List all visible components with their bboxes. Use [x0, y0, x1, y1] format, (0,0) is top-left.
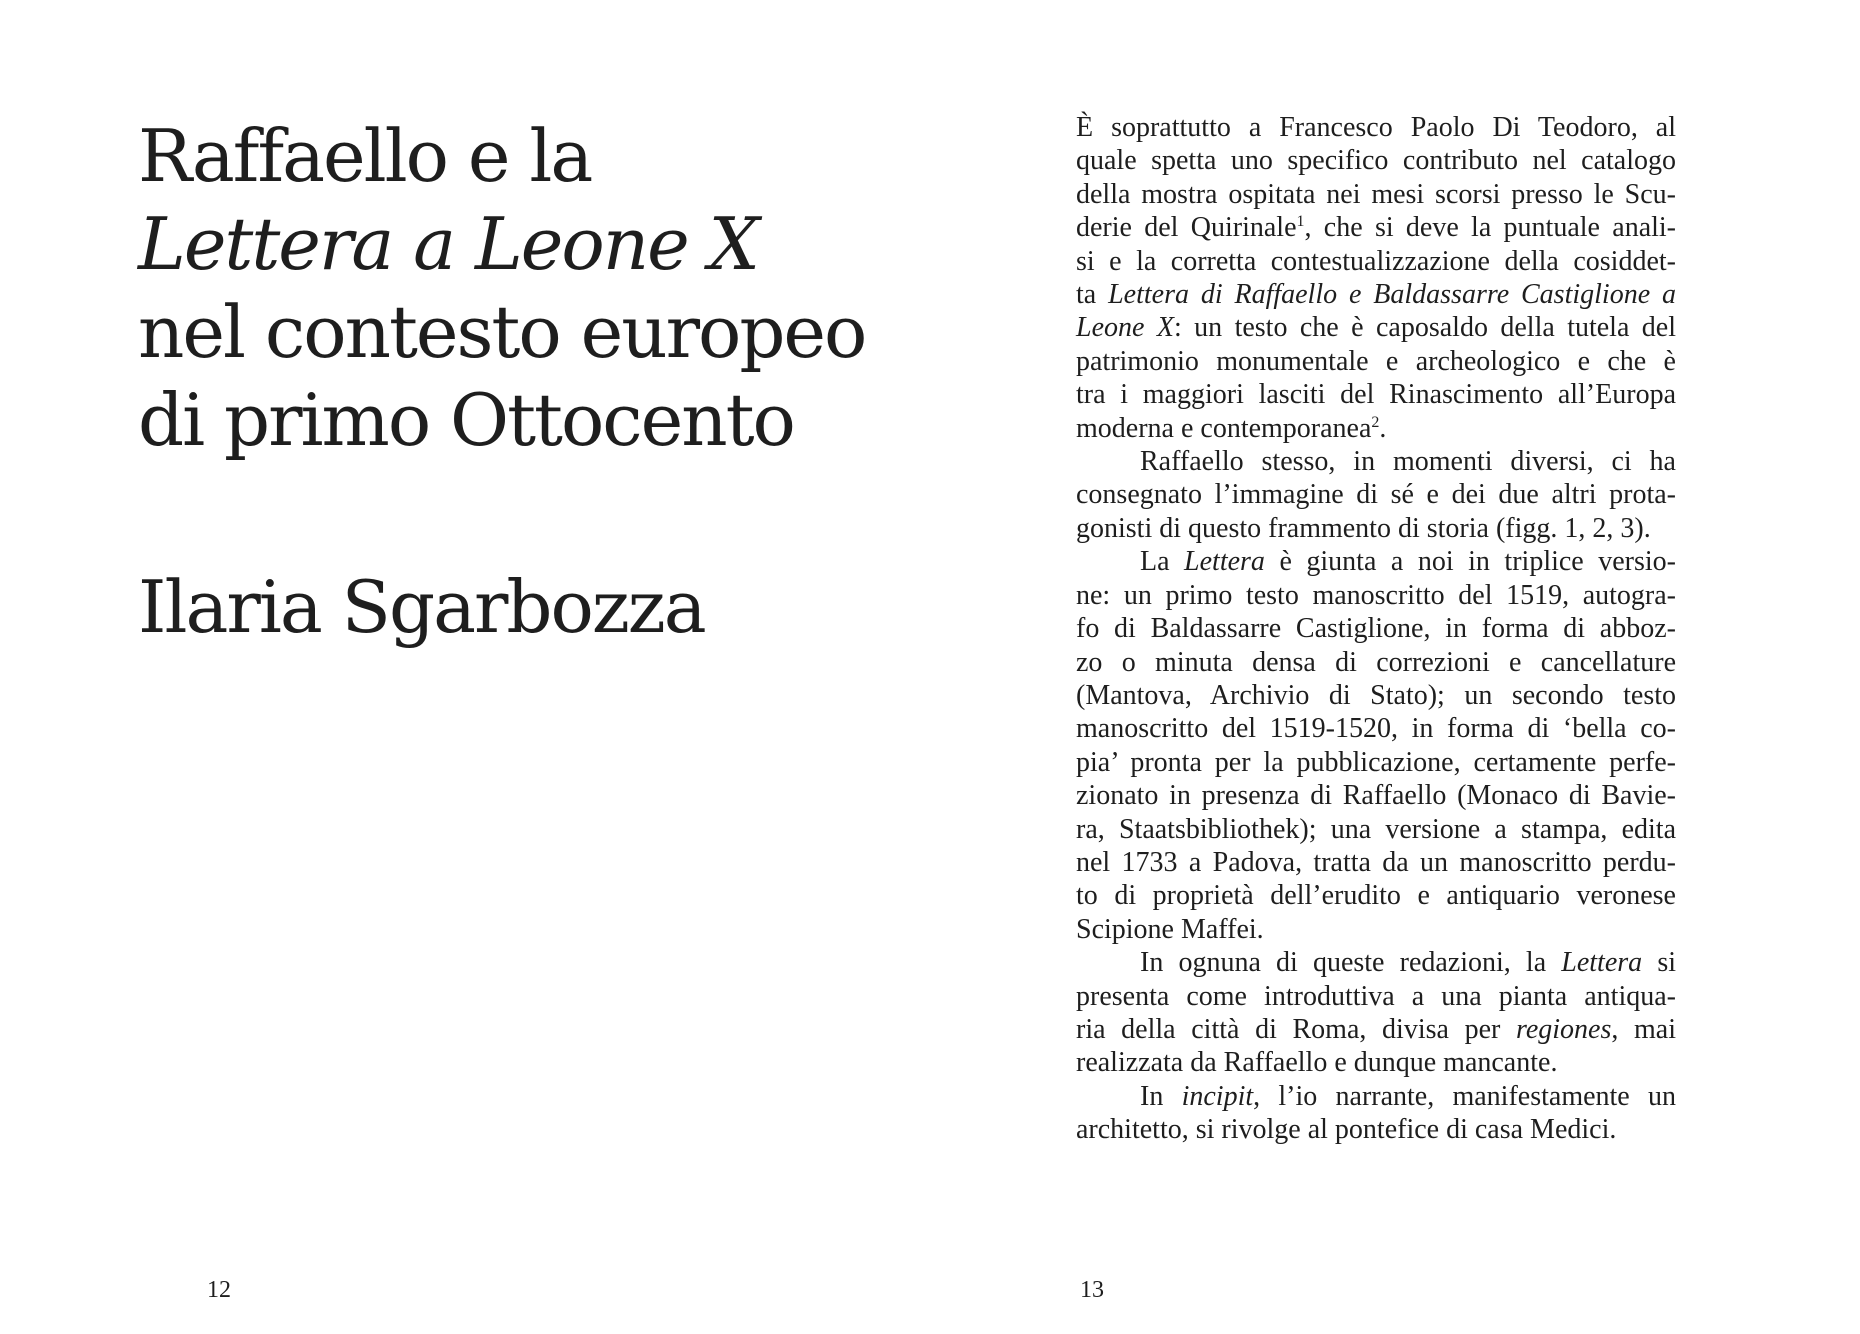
- text-line: manoscritto del 1519-1520, in forma di ‘bella co-: [1076, 713, 1676, 745]
- title-line-3: nel contesto europeo: [138, 290, 866, 374]
- italic-fragment: incipit: [1181, 1080, 1254, 1112]
- text-fragment: ta: [1076, 279, 1109, 311]
- text-fragment: La: [1140, 546, 1185, 578]
- text-line: [1076, 1013, 1676, 1046]
- italic-fragment: Leone X: [1076, 312, 1174, 344]
- footnote-ref-2: 2: [1371, 413, 1380, 431]
- text-line: nel 1733 a Padova, tratta da un manoscritto perdu-: [1076, 846, 1676, 878]
- essay-title: [138, 112, 865, 464]
- text-line: [1076, 311, 1676, 344]
- text-line: Raffaello stesso, in momenti diversi, ci ha: [1140, 446, 1676, 478]
- author-name: Ilaria Sgarbozza: [138, 565, 705, 649]
- italic-fragment: regiones: [1515, 1013, 1612, 1045]
- text-line: architetto, si rivolge al pontefice di casa Medici.: [1076, 1114, 1617, 1146]
- text-line: della mostra ospitata nei mesi scorsi presso le Scu-: [1076, 178, 1676, 210]
- text-line: si e la corretta contestualizzazione della cosiddet-: [1076, 245, 1676, 277]
- text-line: zionato in presenza di Raffaello (Monaco di Bavie-: [1076, 780, 1676, 812]
- italic-fragment: Lettera di Raffaello e Baldassarre Castiglione a: [1108, 279, 1676, 311]
- text-line: ne: un primo testo manoscritto del 1519, autogra-: [1076, 579, 1676, 611]
- footnote-ref-1: 1: [1296, 213, 1305, 231]
- right-page: [930, 0, 1860, 1334]
- text-line: Scipione Maffei.: [1076, 913, 1264, 945]
- page-number-right: 13: [1080, 1277, 1104, 1303]
- text-line: tra i maggiori lasciti del Rinascimento all’Europa: [1076, 379, 1676, 411]
- body-text: [1076, 111, 1676, 1147]
- text-line: consegnato l’immagine di sé e dei due altri prota-: [1076, 479, 1676, 511]
- paragraph-1: [1076, 111, 1676, 445]
- text-line: pia’ pronta per la pubblicazione, certamente perfe-: [1076, 746, 1676, 778]
- paragraph-3: [1076, 545, 1676, 946]
- text-line: gonisti di questo frammento di storia (figg. 1, 2, 3).: [1076, 512, 1651, 544]
- text-fragment: , mai: [1611, 1013, 1676, 1045]
- text-line: [1076, 545, 1676, 578]
- text-line: [1076, 211, 1676, 244]
- text-fragment: In ognuna di queste redazioni, la: [1140, 947, 1562, 979]
- text-line: realizzata da Raffaello e dunque mancante.: [1076, 1047, 1558, 1079]
- text-line: [1076, 946, 1676, 979]
- paragraph-2: [1076, 445, 1676, 545]
- italic-fragment: Lettera: [1561, 947, 1643, 979]
- text-line: [1076, 278, 1676, 311]
- text-fragment: è giunta a noi in triplice versio-: [1264, 546, 1676, 578]
- title-line-4: di primo Ottocento: [138, 378, 794, 462]
- text-fragment: : un testo che è caposaldo della tutela del: [1173, 312, 1677, 344]
- text-line: zo o minuta densa di correzioni e cancellature: [1076, 646, 1676, 678]
- text-fragment: , l’io narrante, manifestamente un: [1253, 1080, 1676, 1112]
- page-number-left: 12: [207, 1277, 231, 1303]
- text-line: presenta come introduttiva a una pianta antiqua-: [1076, 980, 1676, 1012]
- title-line-2: Lettera a Leone X: [138, 202, 758, 286]
- paragraph-5: [1076, 1080, 1676, 1147]
- text-fragment: ria della città di Roma, divisa per: [1076, 1013, 1516, 1045]
- text-line: È soprattutto a Francesco Paolo Di Teodoro, al: [1076, 112, 1676, 143]
- text-fragment: derie del Quirinale: [1076, 212, 1297, 244]
- text-line: [1076, 1080, 1676, 1113]
- text-line: [1076, 412, 1676, 445]
- italic-fragment: Lettera: [1184, 546, 1265, 578]
- title-line-1: Raffaello e la: [138, 114, 592, 198]
- text-line: (Mantova, Archivio di Stato); un secondo testo: [1076, 679, 1676, 711]
- text-line: quale spetta uno specifico contributo nel catalogo: [1076, 145, 1676, 177]
- text-fragment: moderna e contemporanea: [1076, 412, 1372, 444]
- text-fragment: .: [1379, 412, 1387, 444]
- text-fragment: In: [1140, 1080, 1182, 1112]
- paragraph-4: [1076, 946, 1676, 1080]
- text-line: patrimonio monumentale e archeologico e che è: [1076, 345, 1676, 377]
- text-fragment: , che si deve la puntuale anali-: [1304, 212, 1677, 244]
- text-line: to di proprietà dell’erudito e antiquario veronese: [1076, 880, 1676, 912]
- text-line: ra, Staatsbibliothek); una versione a stampa, edita: [1076, 813, 1676, 845]
- text-fragment: si: [1642, 947, 1676, 979]
- text-line: fo di Baldassarre Castiglione, in forma di abboz-: [1076, 613, 1676, 645]
